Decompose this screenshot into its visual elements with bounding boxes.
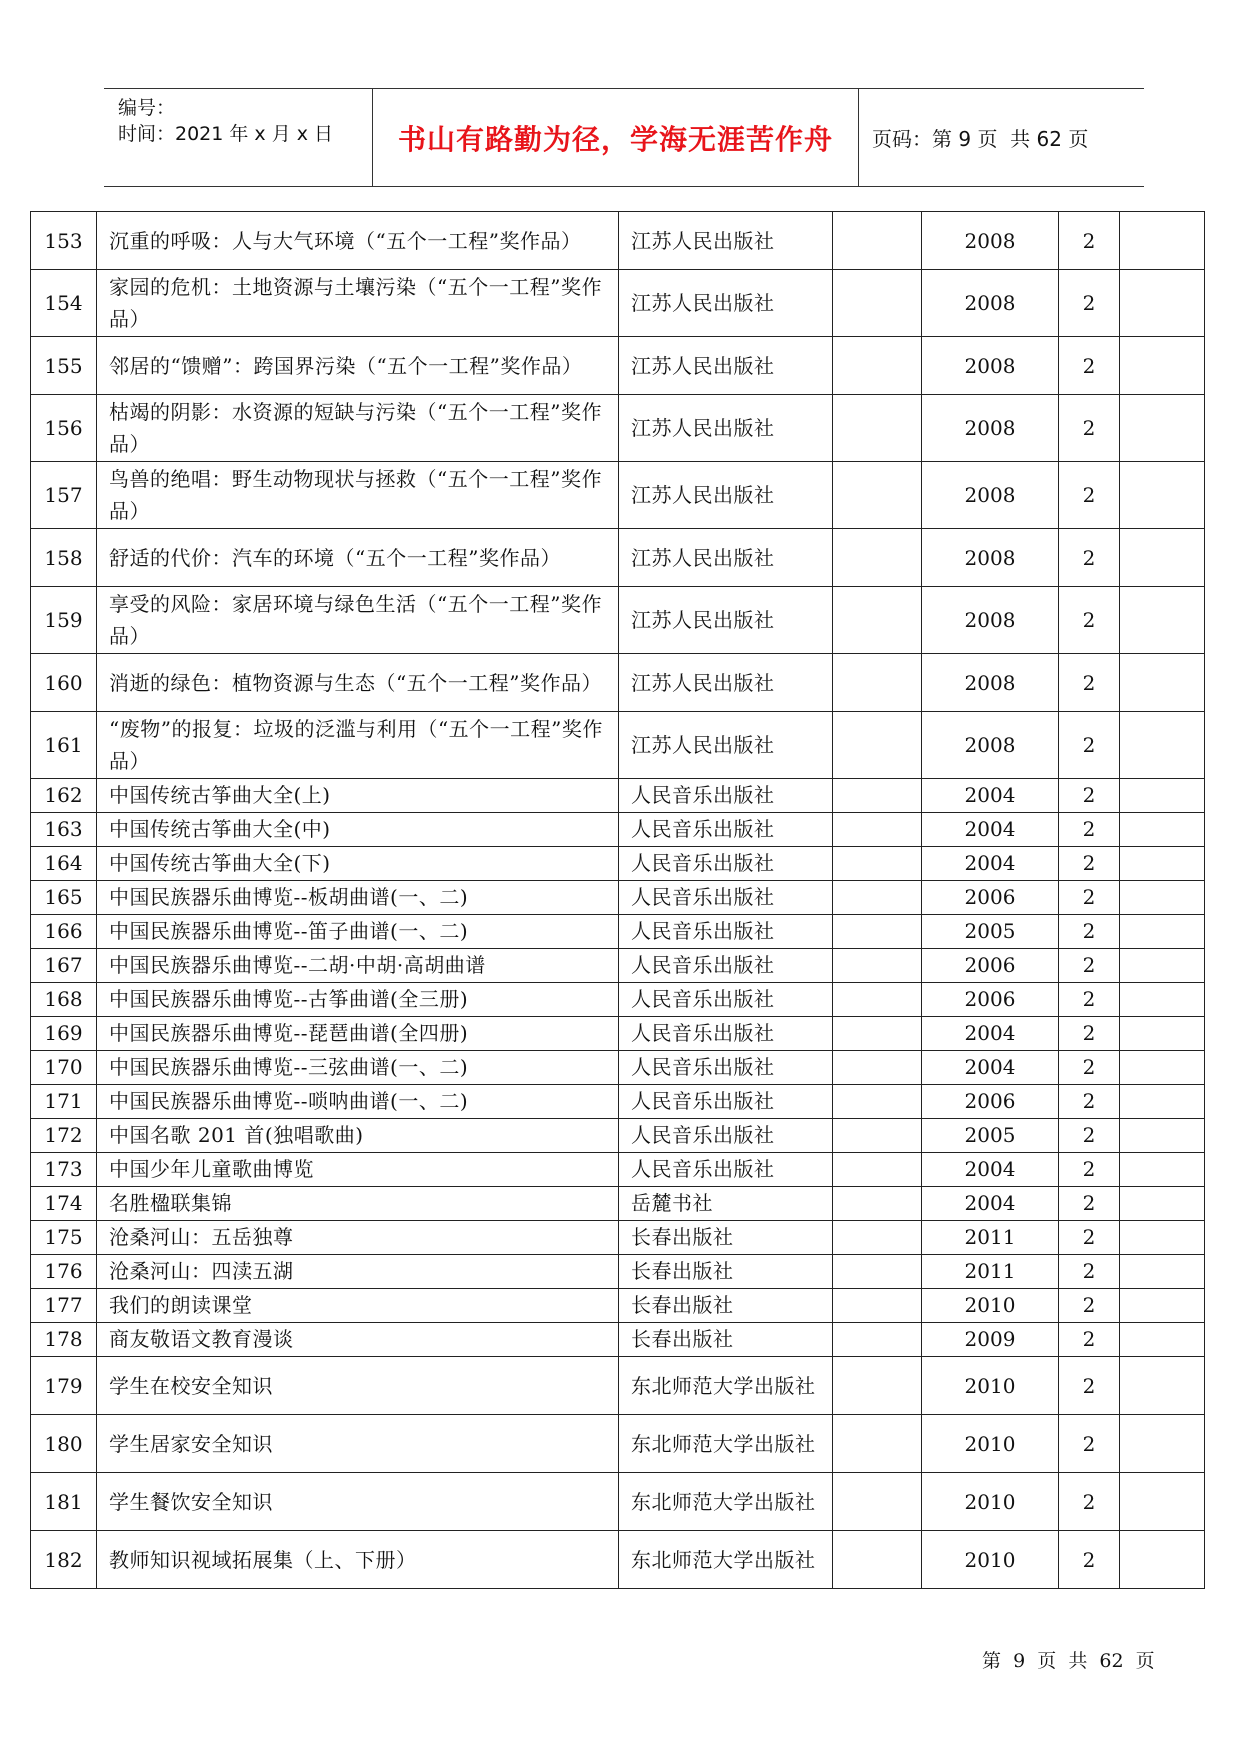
empty-cell	[833, 1531, 922, 1589]
publisher: 人民音乐出版社	[619, 1153, 833, 1187]
row-number: 169	[31, 1017, 97, 1051]
publish-year: 2004	[922, 1051, 1059, 1085]
publish-year: 2011	[922, 1221, 1059, 1255]
empty-cell	[833, 1017, 922, 1051]
empty-cell	[833, 462, 922, 529]
quantity: 2	[1059, 915, 1120, 949]
publisher: 人民音乐出版社	[619, 1051, 833, 1085]
table-row	[31, 847, 1205, 881]
quantity: 2	[1059, 1289, 1120, 1323]
publish-year: 2008	[922, 395, 1059, 462]
publisher: 长春出版社	[619, 1323, 833, 1357]
empty-cell	[833, 270, 922, 337]
table-row	[31, 654, 1205, 712]
quantity: 2	[1059, 1153, 1120, 1187]
publish-year: 2010	[922, 1531, 1059, 1589]
row-number: 164	[31, 847, 97, 881]
row-number: 177	[31, 1289, 97, 1323]
publisher: 人民音乐出版社	[619, 915, 833, 949]
row-number: 172	[31, 1119, 97, 1153]
book-title: 享受的风险：家居环境与绿色生活（“五个一工程”奖作品）	[97, 587, 619, 654]
number-label: 编号：	[118, 97, 176, 119]
book-title: 教师知识视域拓展集（上、下册）	[97, 1531, 619, 1589]
publisher: 岳麓书社	[619, 1187, 833, 1221]
row-number: 158	[31, 529, 97, 587]
publisher: 长春出版社	[619, 1289, 833, 1323]
publish-year: 2006	[922, 983, 1059, 1017]
table-row	[31, 1017, 1205, 1051]
quantity: 2	[1059, 587, 1120, 654]
empty-cell	[1120, 337, 1205, 395]
empty-cell	[833, 949, 922, 983]
quantity: 2	[1059, 337, 1120, 395]
publish-year: 2008	[922, 712, 1059, 779]
publisher: 人民音乐出版社	[619, 949, 833, 983]
empty-cell	[833, 1255, 922, 1289]
empty-cell	[1120, 779, 1205, 813]
time-label: 时间：2021 年 x 月 x 日	[118, 123, 334, 145]
header-meta	[104, 89, 372, 186]
publish-year: 2010	[922, 1473, 1059, 1531]
publish-year: 2004	[922, 1017, 1059, 1051]
quantity: 2	[1059, 881, 1120, 915]
publish-year: 2010	[922, 1415, 1059, 1473]
book-title: 沧桑河山：四渎五湖	[97, 1255, 619, 1289]
publisher: 江苏人民出版社	[619, 462, 833, 529]
empty-cell	[833, 212, 922, 270]
empty-cell	[1120, 1415, 1205, 1473]
empty-cell	[1120, 1221, 1205, 1255]
book-title: 中国民族器乐曲博览--唢呐曲谱(一、二)	[97, 1085, 619, 1119]
row-number: 157	[31, 462, 97, 529]
quantity: 2	[1059, 462, 1120, 529]
publish-year: 2006	[922, 881, 1059, 915]
publish-year: 2008	[922, 587, 1059, 654]
empty-cell	[833, 1187, 922, 1221]
empty-cell	[1120, 1153, 1205, 1187]
publisher: 人民音乐出版社	[619, 813, 833, 847]
table-row	[31, 1085, 1205, 1119]
empty-cell	[1120, 813, 1205, 847]
book-title: 中国传统古筝曲大全(下)	[97, 847, 619, 881]
publish-year: 2005	[922, 1119, 1059, 1153]
quantity: 2	[1059, 1531, 1120, 1589]
table-row	[31, 1323, 1205, 1357]
publisher: 江苏人民出版社	[619, 337, 833, 395]
quantity: 2	[1059, 949, 1120, 983]
table-row	[31, 915, 1205, 949]
quantity: 2	[1059, 813, 1120, 847]
book-title: 邻居的“馈赠”：跨国界污染（“五个一工程”奖作品）	[97, 337, 619, 395]
empty-cell	[833, 337, 922, 395]
quantity: 2	[1059, 1357, 1120, 1415]
quantity: 2	[1059, 395, 1120, 462]
table-row	[31, 1187, 1205, 1221]
row-number: 163	[31, 813, 97, 847]
publish-year: 2008	[922, 270, 1059, 337]
book-title: 学生餐饮安全知识	[97, 1473, 619, 1531]
row-number: 170	[31, 1051, 97, 1085]
empty-cell	[833, 813, 922, 847]
table-row	[31, 1473, 1205, 1531]
book-title: 枯竭的阴影：水资源的短缺与污染（“五个一工程”奖作品）	[97, 395, 619, 462]
quantity: 2	[1059, 983, 1120, 1017]
publish-year: 2008	[922, 529, 1059, 587]
row-number: 171	[31, 1085, 97, 1119]
book-title: 商友敬语文教育漫谈	[97, 1323, 619, 1357]
row-number: 173	[31, 1153, 97, 1187]
row-number: 181	[31, 1473, 97, 1531]
publisher: 江苏人民出版社	[619, 712, 833, 779]
publish-year: 2006	[922, 949, 1059, 983]
empty-cell	[1120, 1017, 1205, 1051]
empty-cell	[1120, 1289, 1205, 1323]
empty-cell	[1120, 395, 1205, 462]
empty-cell	[833, 395, 922, 462]
book-title: 学生在校安全知识	[97, 1357, 619, 1415]
empty-cell	[1120, 529, 1205, 587]
table-row	[31, 1119, 1205, 1153]
empty-cell	[833, 654, 922, 712]
publisher: 江苏人民出版社	[619, 654, 833, 712]
book-title: 中国传统古筝曲大全(中)	[97, 813, 619, 847]
table-row	[31, 337, 1205, 395]
empty-cell	[833, 1153, 922, 1187]
publisher: 人民音乐出版社	[619, 1085, 833, 1119]
book-title: 消逝的绿色：植物资源与生态（“五个一工程”奖作品）	[97, 654, 619, 712]
publisher: 江苏人民出版社	[619, 212, 833, 270]
header-divider	[858, 89, 859, 186]
table-row	[31, 212, 1205, 270]
empty-cell	[1120, 1323, 1205, 1357]
empty-cell	[1120, 270, 1205, 337]
publisher: 东北师范大学出版社	[619, 1357, 833, 1415]
empty-cell	[833, 1119, 922, 1153]
empty-cell	[1120, 712, 1205, 779]
page-footer: 第 9 页 共 62 页	[982, 1650, 1155, 1672]
page-header	[104, 88, 1144, 187]
row-number: 156	[31, 395, 97, 462]
row-number: 155	[31, 337, 97, 395]
table-row	[31, 949, 1205, 983]
row-number: 159	[31, 587, 97, 654]
table-row	[31, 1415, 1205, 1473]
empty-cell	[833, 1415, 922, 1473]
row-number: 162	[31, 779, 97, 813]
publisher: 东北师范大学出版社	[619, 1415, 833, 1473]
table-row	[31, 270, 1205, 337]
publish-year: 2010	[922, 1357, 1059, 1415]
empty-cell	[833, 1323, 922, 1357]
table-row	[31, 587, 1205, 654]
book-title: 中国民族器乐曲博览--二胡·中胡·高胡曲谱	[97, 949, 619, 983]
book-title: 中国名歌 201 首(独唱歌曲)	[97, 1119, 619, 1153]
empty-cell	[833, 1221, 922, 1255]
table-row	[31, 1221, 1205, 1255]
publish-year: 2011	[922, 1255, 1059, 1289]
publisher: 东北师范大学出版社	[619, 1473, 833, 1531]
table-row	[31, 813, 1205, 847]
publish-year: 2008	[922, 654, 1059, 712]
empty-cell	[1120, 587, 1205, 654]
empty-cell	[1120, 847, 1205, 881]
header-page-info: 页码：第 9 页 共 62 页	[872, 127, 1089, 151]
book-title: 家园的危机：土地资源与土壤污染（“五个一工程”奖作品）	[97, 270, 619, 337]
publisher: 长春出版社	[619, 1221, 833, 1255]
row-number: 178	[31, 1323, 97, 1357]
quantity: 2	[1059, 1323, 1120, 1357]
quantity: 2	[1059, 712, 1120, 779]
quantity: 2	[1059, 1017, 1120, 1051]
empty-cell	[833, 779, 922, 813]
publish-year: 2010	[922, 1289, 1059, 1323]
empty-cell	[1120, 1187, 1205, 1221]
empty-cell	[833, 1051, 922, 1085]
book-title: 中国少年儿童歌曲博览	[97, 1153, 619, 1187]
empty-cell	[833, 712, 922, 779]
publish-year: 2004	[922, 847, 1059, 881]
publisher: 人民音乐出版社	[619, 1017, 833, 1051]
row-number: 182	[31, 1531, 97, 1589]
empty-cell	[833, 847, 922, 881]
publisher: 江苏人民出版社	[619, 587, 833, 654]
table-body	[31, 212, 1205, 1589]
empty-cell	[1120, 983, 1205, 1017]
table-row	[31, 529, 1205, 587]
table-row	[31, 779, 1205, 813]
empty-cell	[1120, 915, 1205, 949]
book-title: 鸟兽的绝唱：野生动物现状与拯救（“五个一工程”奖作品）	[97, 462, 619, 529]
table-row	[31, 983, 1205, 1017]
quantity: 2	[1059, 847, 1120, 881]
book-title: 名胜楹联集锦	[97, 1187, 619, 1221]
publisher: 江苏人民出版社	[619, 270, 833, 337]
empty-cell	[1120, 462, 1205, 529]
row-number: 168	[31, 983, 97, 1017]
quantity: 2	[1059, 1415, 1120, 1473]
quantity: 2	[1059, 654, 1120, 712]
quantity: 2	[1059, 1187, 1120, 1221]
empty-cell	[1120, 949, 1205, 983]
empty-cell	[1120, 1531, 1205, 1589]
empty-cell	[1120, 1357, 1205, 1415]
book-title: 中国民族器乐曲博览--琵琶曲谱(全四册)	[97, 1017, 619, 1051]
quantity: 2	[1059, 529, 1120, 587]
row-number: 179	[31, 1357, 97, 1415]
book-title: 舒适的代价：汽车的环境（“五个一工程”奖作品）	[97, 529, 619, 587]
quantity: 2	[1059, 1085, 1120, 1119]
publish-year: 2006	[922, 1085, 1059, 1119]
empty-cell	[833, 983, 922, 1017]
publisher: 人民音乐出版社	[619, 779, 833, 813]
table-row	[31, 712, 1205, 779]
publisher: 东北师范大学出版社	[619, 1531, 833, 1589]
book-title: 我们的朗读课堂	[97, 1289, 619, 1323]
book-title: “废物”的报复：垃圾的泛滥与利用（“五个一工程”奖作品）	[97, 712, 619, 779]
row-number: 161	[31, 712, 97, 779]
empty-cell	[1120, 1119, 1205, 1153]
empty-cell	[1120, 654, 1205, 712]
table-row	[31, 1153, 1205, 1187]
publish-year: 2008	[922, 337, 1059, 395]
empty-cell	[1120, 1255, 1205, 1289]
row-number: 175	[31, 1221, 97, 1255]
empty-cell	[833, 1473, 922, 1531]
publisher: 江苏人民出版社	[619, 395, 833, 462]
publisher: 江苏人民出版社	[619, 529, 833, 587]
publish-year: 2008	[922, 212, 1059, 270]
quantity: 2	[1059, 270, 1120, 337]
empty-cell	[833, 915, 922, 949]
publish-year: 2009	[922, 1323, 1059, 1357]
quantity: 2	[1059, 212, 1120, 270]
row-number: 176	[31, 1255, 97, 1289]
empty-cell	[833, 587, 922, 654]
quantity: 2	[1059, 1255, 1120, 1289]
publish-year: 2005	[922, 915, 1059, 949]
empty-cell	[1120, 212, 1205, 270]
table-row	[31, 881, 1205, 915]
empty-cell	[833, 1085, 922, 1119]
quantity: 2	[1059, 1119, 1120, 1153]
publish-year: 2004	[922, 1187, 1059, 1221]
table-row	[31, 1051, 1205, 1085]
publisher: 人民音乐出版社	[619, 1119, 833, 1153]
quantity: 2	[1059, 1473, 1120, 1531]
row-number: 165	[31, 881, 97, 915]
row-number: 174	[31, 1187, 97, 1221]
table-row	[31, 1289, 1205, 1323]
book-title: 沉重的呼吸：人与大气环境（“五个一工程”奖作品）	[97, 212, 619, 270]
publisher: 人民音乐出版社	[619, 847, 833, 881]
row-number: 153	[31, 212, 97, 270]
publisher: 长春出版社	[619, 1255, 833, 1289]
quantity: 2	[1059, 1051, 1120, 1085]
publisher: 人民音乐出版社	[619, 881, 833, 915]
publish-year: 2008	[922, 462, 1059, 529]
table-row	[31, 1357, 1205, 1415]
row-number: 167	[31, 949, 97, 983]
table-row	[31, 462, 1205, 529]
row-number: 166	[31, 915, 97, 949]
table-row	[31, 1255, 1205, 1289]
empty-cell	[833, 1357, 922, 1415]
quantity: 2	[1059, 779, 1120, 813]
book-title: 中国民族器乐曲博览--古筝曲谱(全三册)	[97, 983, 619, 1017]
empty-cell	[1120, 881, 1205, 915]
book-title: 沧桑河山：五岳独尊	[97, 1221, 619, 1255]
empty-cell	[833, 1289, 922, 1323]
book-list-table	[30, 211, 1205, 1589]
empty-cell	[1120, 1051, 1205, 1085]
book-title: 中国民族器乐曲博览--三弦曲谱(一、二)	[97, 1051, 619, 1085]
publish-year: 2004	[922, 813, 1059, 847]
book-title: 中国民族器乐曲博览--板胡曲谱(一、二)	[97, 881, 619, 915]
table-row	[31, 395, 1205, 462]
empty-cell	[1120, 1085, 1205, 1119]
table-row	[31, 1531, 1205, 1589]
publish-year: 2004	[922, 779, 1059, 813]
row-number: 160	[31, 654, 97, 712]
quantity: 2	[1059, 1221, 1120, 1255]
book-title: 中国传统古筝曲大全(上)	[97, 779, 619, 813]
empty-cell	[833, 881, 922, 915]
row-number: 180	[31, 1415, 97, 1473]
book-title: 中国民族器乐曲博览--笛子曲谱(一、二)	[97, 915, 619, 949]
book-title: 学生居家安全知识	[97, 1415, 619, 1473]
empty-cell	[1120, 1473, 1205, 1531]
header-motto: 书山有路勤为径，学海无涯苦作舟	[397, 122, 833, 156]
publisher: 人民音乐出版社	[619, 983, 833, 1017]
publish-year: 2004	[922, 1153, 1059, 1187]
empty-cell	[833, 529, 922, 587]
row-number: 154	[31, 270, 97, 337]
